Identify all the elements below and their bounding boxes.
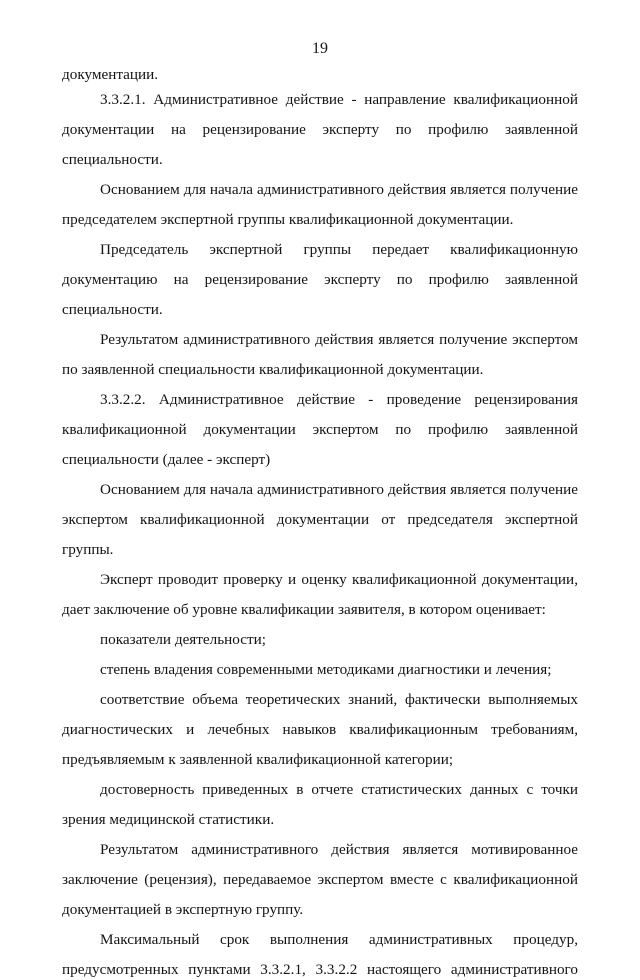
text-line: Максимальный срок выполнения административных процедур, [100,931,578,948]
list-item: соответствие объема теоретических знаний, фактически выполняемых [100,691,578,708]
text-line: заключение (рецензия), передаваемое экспертом вместе с квалификационной [62,871,578,888]
text-line: Результатом административного действия является мотивированное [100,841,578,858]
document-body [62,65,578,980]
text-line: Эксперт проводит проверку и оценку квалификационной документации, [100,571,578,588]
list-item: достоверность приведенных в отчете статистических данных с точки [100,781,578,798]
text-line: экспертом квалификационной документации от председателя экспертной [62,511,578,528]
text-line: дает заключение об уровне квалификации заявителя, в котором оценивает: [62,601,546,618]
text-line: Результатом административного действия является получение экспертом [100,331,578,348]
text-line: документации на рецензирование эксперту по профилю заявленной [62,121,578,138]
text-line: Председатель экспертной группы передает квалификационную [100,241,578,258]
text-line: специальности. [62,151,163,168]
text-line: предусмотренных пунктами 3.3.2.1, 3.3.2.2 настоящего административного [62,961,578,978]
list-item: степень владения современными методиками диагностики и лечения; [100,661,552,678]
text-line: документацию на рецензирование эксперту по профилю заявленной [62,271,578,288]
text-line: группы. [62,541,114,558]
list-item: показатели деятельности; [100,631,267,648]
text-line: по заявленной специальности квалификационной документации. [62,361,484,378]
text-line: Основанием для начала административного действия является получение [100,181,578,198]
text-line: Основанием для начала административного действия является получение [100,481,578,498]
text-line: зрения медицинской статистики. [62,811,275,828]
text-line: предъявляемым к заявленной квалификационной категории; [62,751,454,768]
text-line: специальности. [62,301,163,318]
section-heading-3-3-2-1: 3.3.2.1. Административное действие - направление квалификационной [100,91,578,108]
page-number: 19 [312,40,328,57]
text-line: документацией в экспертную группу. [62,901,304,918]
text-line: председателем экспертной группы квалификационной документации. [62,211,514,228]
text-line: документации. [62,66,159,83]
text-line: специальности (далее - эксперт) [62,451,271,468]
section-heading-3-3-2-2: 3.3.2.2. Административное действие - проведение рецензирования [100,391,578,408]
text-line: квалификационной документации экспертом по профилю заявленной [62,421,578,438]
text-line: диагностических и лечебных навыков квалификационным требованиям, [62,721,578,738]
